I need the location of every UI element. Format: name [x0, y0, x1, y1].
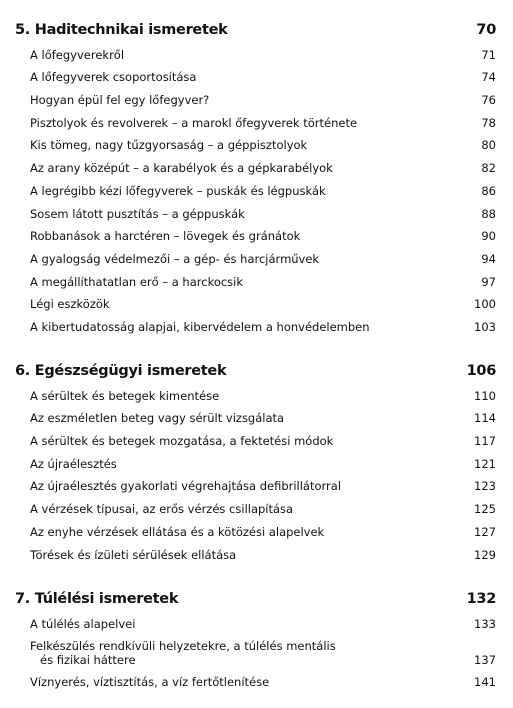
entry-title: Az eszméletlen beteg vagy sérült vizsgálata — [30, 411, 285, 426]
entry-page-number: 86 — [481, 183, 496, 198]
chapter-5-section — [0, 21, 513, 339]
entry-title: A lőfegyverek csoportosítása — [30, 70, 197, 85]
toc-entry[interactable] — [0, 385, 513, 408]
entry-page-number: 94 — [481, 251, 496, 266]
entry-page-number: 103 — [474, 319, 496, 334]
toc-entry[interactable] — [0, 635, 513, 671]
entry-page-number: 117 — [474, 434, 496, 449]
entry-page-number: 127 — [474, 524, 496, 539]
entry-title: Az arany középút – a karabélyok és a gépkarabélyok — [30, 161, 333, 176]
toc-entry[interactable] — [0, 430, 513, 453]
toc-entry[interactable] — [0, 66, 513, 89]
entry-page-number: 123 — [474, 479, 496, 494]
entry-page-number: 76 — [481, 93, 496, 108]
entry-title: Az újraélesztés gyakorlati végrehajtása defibrillátorral — [30, 479, 342, 494]
entry-title: A sérültek és betegek mozgatása, a fektetési módok — [30, 434, 334, 449]
entry-page-number: 78 — [481, 115, 496, 130]
entry-title: Törések és ízületi sérülések ellátása — [30, 547, 237, 562]
entry-page-number: 114 — [474, 411, 496, 426]
entry-page-number: 74 — [481, 70, 496, 85]
entry-title: Az enyhe vérzések ellátása és a kötözési alapelvek — [30, 524, 325, 539]
entry-page-number: 125 — [474, 502, 496, 517]
entry-page-number: 80 — [481, 138, 496, 153]
toc-entry[interactable] — [0, 248, 513, 271]
toc-entry[interactable] — [0, 271, 513, 294]
entry-page-number: 90 — [481, 229, 496, 244]
entry-title: Az újraélesztés — [30, 456, 117, 471]
entry-page-number: 121 — [474, 456, 496, 471]
toc-entry[interactable] — [0, 203, 513, 226]
toc-entry[interactable] — [0, 671, 513, 694]
entry-page-number: 137 — [474, 653, 496, 668]
toc-entry[interactable] — [0, 407, 513, 430]
toc-entry[interactable] — [0, 453, 513, 476]
toc-entry[interactable] — [0, 134, 513, 157]
toc-entry[interactable] — [0, 544, 513, 567]
entry-title: Pisztolyok és revolverek – a marokl őfegyverek története — [30, 115, 358, 130]
toc-entry[interactable] — [0, 112, 513, 135]
chapter-page-number: 132 — [466, 591, 496, 607]
entry-title — [30, 639, 336, 667]
entry-page-number: 82 — [481, 161, 496, 176]
toc-entry[interactable] — [0, 498, 513, 521]
entry-title: Robbanások a harctéren – lövegek és gránátok — [30, 229, 301, 244]
chapter-7-section — [0, 590, 513, 694]
toc-entry[interactable] — [0, 475, 513, 498]
toc-entry[interactable] — [0, 225, 513, 248]
entry-title: Kis tömeg, nagy tűzgyorsaság – a géppisztolyok — [30, 138, 308, 153]
entry-title: A vérzések típusai, az erős vérzés csillapítása — [30, 502, 294, 517]
entry-page-number: 133 — [474, 616, 496, 631]
toc-entry[interactable] — [0, 613, 513, 636]
entry-page-number: 141 — [474, 675, 496, 690]
entry-title: A megállíthatatlan erő – a harckocsik — [30, 274, 244, 289]
entry-title: A kibertudatosság alapjai, kibervédelem a honvédelemben — [30, 319, 370, 334]
chapter-page-number: 106 — [466, 363, 496, 379]
entry-title: A túlélés alapelvei — [30, 616, 136, 631]
entry-title: A sérültek és betegek kimentése — [30, 388, 220, 403]
entry-page-number: 97 — [481, 274, 496, 289]
entry-page-number: 129 — [474, 547, 496, 562]
toc-entry[interactable] — [0, 521, 513, 544]
toc-entry[interactable] — [0, 316, 513, 339]
toc-entry[interactable] — [0, 89, 513, 112]
entry-title: Víznyerés, víztisztítás, a víz fertőtlenítése — [30, 675, 270, 690]
entry-page-number: 100 — [474, 297, 496, 312]
chapter-page-number: 70 — [476, 22, 496, 38]
entry-title: A gyalogság védelmezői – a gép- és harcjárművek — [30, 251, 320, 266]
entry-title: Hogyan épül fel egy lőfegyver? — [30, 93, 210, 108]
entry-title: A legrégibb kézi lőfegyverek – puskák és légpuskák — [30, 183, 326, 198]
chapter-title: 7. Túlélési ismeretek — [15, 591, 179, 607]
toc-entry[interactable] — [0, 157, 513, 180]
chapter-heading[interactable] — [0, 590, 513, 613]
chapter-title: 5. Haditechnikai ismeretek — [15, 22, 228, 38]
toc-entry[interactable] — [0, 293, 513, 316]
entry-title-line-1: Felkészülés rendkívüli helyzetekre, a túlélés mentális — [30, 639, 336, 654]
toc-entry[interactable] — [0, 180, 513, 203]
chapter-heading[interactable] — [0, 362, 513, 385]
chapter-heading[interactable] — [0, 21, 513, 44]
entry-page-number: 71 — [481, 47, 496, 62]
chapter-title: 6. Egészségügyi ismeretek — [15, 363, 227, 379]
toc-entry[interactable] — [0, 44, 513, 67]
entry-title-line-2: és fizikai háttere — [40, 653, 136, 668]
entry-title: Sosem látott pusztítás – a géppuskák — [30, 206, 245, 221]
entry-page-number: 110 — [474, 388, 496, 403]
entry-title: A lőfegyverekről — [30, 47, 125, 62]
entry-page-number: 88 — [481, 206, 496, 221]
chapter-6-section — [0, 362, 513, 566]
entry-title: Légi eszközök — [30, 297, 110, 312]
